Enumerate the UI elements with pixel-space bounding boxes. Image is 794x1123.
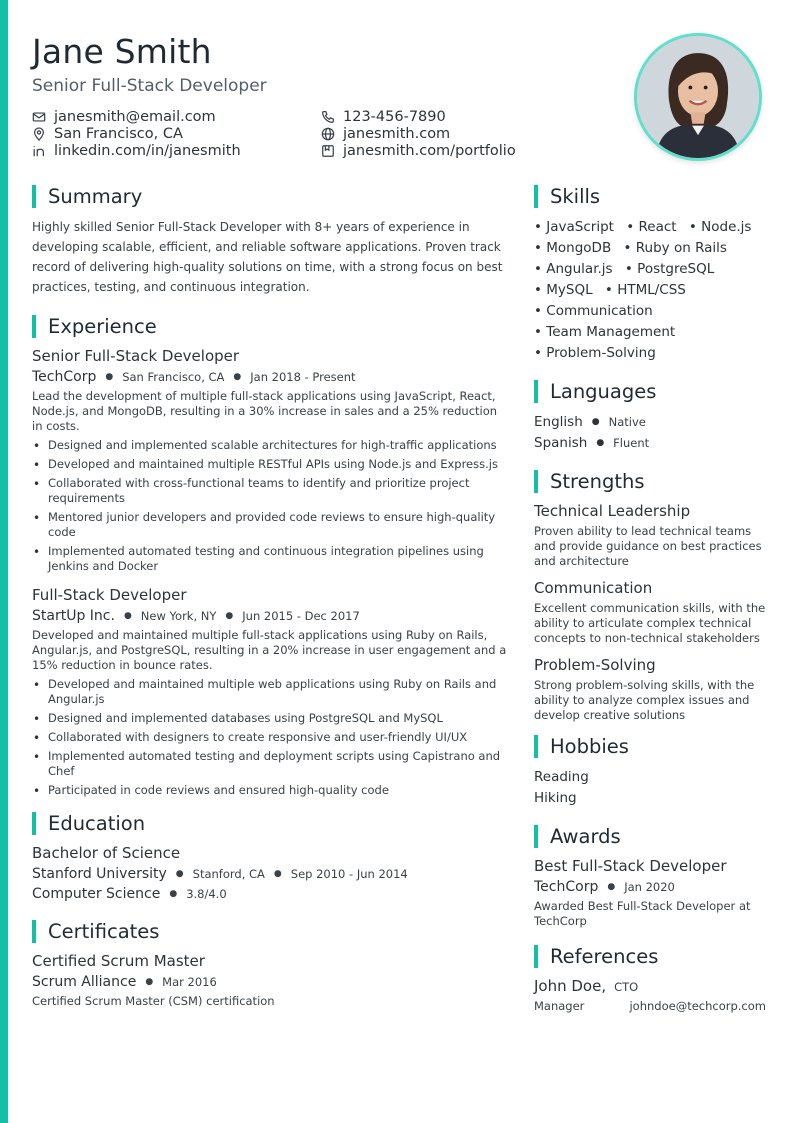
- certificate-issuer: Scrum Alliance: [32, 974, 137, 990]
- section-accent-bar: [534, 380, 538, 403]
- skill-row: [534, 280, 766, 301]
- contact-email-text: janesmith@email.com: [54, 108, 216, 125]
- education-dates: Sep 2010 - Jun 2014: [290, 867, 408, 881]
- strength-description: Strong problem-solving skills, with the ability to analyze complex issues and develop creative solutions: [534, 678, 755, 722]
- bullet-item: • Mentored junior developers and provided code reviews to ensure high-quality code: [32, 510, 510, 540]
- reference-email[interactable]: johndoe@techcorp.com: [629, 999, 766, 1013]
- bullet-item: • Developed and maintained multiple RESTful APIs using Node.js and Express.js: [32, 457, 510, 472]
- job-meta: [32, 608, 510, 624]
- section-accent-bar: [32, 812, 36, 835]
- job-entry: [32, 586, 510, 798]
- bullet-item: • Collaborated with cross-functional teams to identify and prioritize project requirements: [32, 476, 510, 506]
- certificate-description: Certified Scrum Master (CSM) certification: [32, 994, 275, 1008]
- bullet-item: • Participated in code reviews and ensured high-quality code: [32, 783, 510, 798]
- school-name: Stanford University: [32, 866, 167, 882]
- separator-dot: ●: [607, 882, 616, 892]
- separator-dot: ●: [596, 438, 605, 448]
- job-dates: Jan 2018 - Present: [250, 370, 356, 384]
- separator-dot: ●: [225, 611, 234, 621]
- separator-dot: ●: [233, 372, 242, 382]
- language-level: Native: [608, 415, 646, 429]
- references-heading: [534, 943, 766, 969]
- contact-location: [32, 125, 241, 142]
- reference-name-row: [534, 977, 766, 995]
- job-title: Senior Full-Stack Developer: [32, 347, 240, 365]
- separator-dot: ●: [175, 869, 184, 879]
- contact-linkedin[interactable]: [32, 142, 241, 159]
- contact-website-text: janesmith.com: [343, 125, 451, 142]
- skill-item: • HTML/CSS: [604, 282, 686, 298]
- separator-dot: ●: [273, 869, 282, 879]
- bullet-item: • Developed and maintained multiple web applications using Ruby on Rails and Angular.js: [32, 677, 510, 707]
- gpa: 3.8/4.0: [186, 887, 227, 901]
- strength-title: Technical Leadership: [534, 502, 691, 520]
- strengths-title: Strengths: [550, 469, 645, 493]
- email-icon: [32, 110, 46, 124]
- skill-item: • Problem-Solving: [534, 345, 656, 361]
- skill-item: • Communication: [534, 303, 653, 319]
- language-item: [534, 412, 766, 433]
- linkedin-icon: [32, 144, 46, 158]
- awards-section: [534, 823, 766, 929]
- award-date: Jan 2020: [624, 880, 675, 894]
- language-item: [534, 433, 766, 454]
- profile-photo: [634, 33, 762, 161]
- contact-list-left: [32, 108, 241, 159]
- candidate-role: Senior Full-Stack Developer: [32, 76, 267, 96]
- certificates-heading: [32, 918, 510, 944]
- skills-section: [534, 183, 766, 364]
- contact-list-right: [321, 108, 516, 159]
- section-accent-bar: [32, 315, 36, 338]
- strengths-section: [534, 468, 766, 723]
- skill-item: • Ruby on Rails: [623, 240, 727, 256]
- degree: Bachelor of Science: [32, 844, 181, 862]
- candidate-name: Jane Smith: [32, 32, 212, 71]
- contact-email[interactable]: [32, 108, 241, 125]
- skill-row: [534, 322, 766, 343]
- skill-item: • MongoDB: [534, 240, 612, 256]
- contact-phone-text: 123-456-7890: [343, 108, 446, 125]
- hobby-item: Reading: [534, 769, 589, 785]
- skills-title: Skills: [550, 184, 601, 208]
- languages-title: Languages: [550, 379, 657, 403]
- reference-role: CTO: [614, 980, 639, 994]
- bullet-item: • Designed and implemented scalable architectures for high-traffic applications: [32, 438, 510, 453]
- languages-section: [534, 378, 766, 454]
- awards-title: Awards: [550, 824, 621, 848]
- section-accent-bar: [534, 945, 538, 968]
- education-field-meta: [32, 886, 510, 902]
- hobby-item: Hiking: [534, 790, 577, 806]
- job-company: TechCorp: [32, 369, 97, 385]
- location-icon: [32, 127, 46, 141]
- skill-item: • Team Management: [534, 324, 676, 340]
- section-accent-bar: [32, 920, 36, 943]
- certificates-section: [32, 918, 510, 1009]
- sidebar-column: [534, 183, 766, 1013]
- award-meta: [534, 879, 766, 895]
- skill-row: [534, 238, 766, 259]
- job-description: Developed and maintained multiple full-stack applications using Ruby on Rails, Angular.js, and PostgreSQL, resulting in a 20% increase in user engagement and a 15% reduction in bounce rates.: [32, 628, 507, 672]
- experience-section: [32, 313, 510, 798]
- certificate-meta: [32, 974, 510, 990]
- contact-website[interactable]: [321, 125, 516, 142]
- contact-linkedin-text: linkedin.com/in/janesmith: [54, 142, 241, 159]
- skill-item: • JavaScript: [534, 219, 614, 235]
- award-name: Best Full-Stack Developer: [534, 857, 727, 875]
- school-location: Stanford, CA: [192, 867, 265, 881]
- skill-item: • MySQL: [534, 282, 593, 298]
- reference-contact-row: [534, 999, 766, 1013]
- contact-portfolio-text: janesmith.com/portfolio: [343, 142, 516, 159]
- job-company: StartUp Inc.: [32, 608, 115, 624]
- job-bullets: [32, 438, 510, 574]
- skill-item: • Angular.js: [534, 261, 613, 277]
- language-name: Spanish: [534, 435, 588, 451]
- education-section: [32, 810, 510, 902]
- education-meta: [32, 866, 510, 882]
- main-column: [32, 183, 510, 1013]
- skill-row: [534, 343, 766, 364]
- certificate-date: Mar 2016: [162, 975, 217, 989]
- skill-item: • PostgreSQL: [624, 261, 715, 277]
- award-issuer: TechCorp: [534, 879, 599, 895]
- phone-icon: [321, 110, 335, 124]
- skill-item: • Node.js: [688, 219, 752, 235]
- languages-heading: [534, 378, 766, 404]
- language-level: Fluent: [613, 436, 650, 450]
- hobbies-heading: [534, 733, 766, 759]
- separator-dot: ●: [123, 611, 132, 621]
- job-dates: Jun 2015 - Dec 2017: [242, 609, 360, 623]
- references-title: References: [550, 944, 659, 968]
- section-accent-bar: [534, 185, 538, 208]
- hobbies-title: Hobbies: [550, 734, 629, 758]
- contact-portfolio[interactable]: [321, 142, 516, 159]
- section-accent-bar: [534, 470, 538, 493]
- strength-title: Communication: [534, 579, 653, 597]
- job-location: San Francisco, CA: [122, 370, 225, 384]
- strength-description: Proven ability to lead technical teams and provide guidance on best practices and architecture: [534, 524, 762, 568]
- bullet-item: • Collaborated with designers to create responsive and user-friendly UI/UX: [32, 730, 510, 745]
- reference-position: Manager: [534, 999, 585, 1013]
- experience-title: Experience: [48, 314, 157, 338]
- skill-row: [534, 259, 766, 280]
- bullet-item: • Implemented automated testing and continuous integration pipelines using Jenkins and Docker: [32, 544, 510, 574]
- portfolio-icon: [321, 144, 335, 158]
- section-accent-bar: [32, 185, 36, 208]
- skills-heading: [534, 183, 766, 209]
- awards-heading: [534, 823, 766, 849]
- globe-icon: [321, 127, 335, 141]
- hobbies-section: [534, 733, 766, 809]
- experience-heading: [32, 313, 510, 339]
- bullet-item: • Designed and implemented databases using PostgreSQL and MySQL: [32, 711, 510, 726]
- education-title: Education: [48, 811, 146, 835]
- job-title: Full-Stack Developer: [32, 586, 187, 604]
- summary-title: Summary: [48, 184, 143, 208]
- job-location: New York, NY: [140, 609, 217, 623]
- section-accent-bar: [534, 735, 538, 758]
- bullet-item: • Implemented automated testing and deployment scripts using Capistrano and Chef: [32, 749, 510, 779]
- skill-item: • React: [626, 219, 677, 235]
- section-accent-bar: [534, 825, 538, 848]
- job-entry: [32, 347, 510, 574]
- education-heading: [32, 810, 510, 836]
- separator-dot: ●: [591, 417, 600, 427]
- separator-dot: ●: [105, 372, 114, 382]
- job-bullets: [32, 677, 510, 798]
- certificates-title: Certificates: [48, 919, 160, 943]
- skill-row: [534, 301, 766, 322]
- accent-strip: [0, 0, 8, 1123]
- separator-dot: ●: [145, 977, 154, 987]
- separator-dot: ●: [169, 889, 178, 899]
- strengths-heading: [534, 468, 766, 494]
- references-section: [534, 943, 766, 1013]
- field-of-study: Computer Science: [32, 886, 161, 902]
- job-description: Lead the development of multiple full-stack applications using JavaScript, React, Node.js, and MongoDB, resulting in a 30% increase in sales and a 25% reduction in costs.: [32, 389, 498, 433]
- strength-title: Problem-Solving: [534, 656, 656, 674]
- job-meta: [32, 369, 510, 385]
- skill-row: [534, 217, 766, 238]
- strength-description: Excellent communication skills, with the ability to articulate complex technical concepts to non-technical stakeholders: [534, 601, 766, 645]
- certificate-name: Certified Scrum Master: [32, 952, 205, 970]
- award-description: Awarded Best Full-Stack Developer at TechCorp: [534, 899, 751, 928]
- contact-phone[interactable]: [321, 108, 516, 125]
- summary-section: [32, 183, 510, 297]
- summary-heading: [32, 183, 510, 209]
- language-name: English: [534, 414, 583, 430]
- summary-text: Highly skilled Senior Full-Stack Developer with 8+ years of experience in developing scalable, efficient, and reliable software applications. Proven track record of delivering high-quality solutions on time, with a strong focus on best practices, testing, and continuous integration.: [32, 220, 503, 294]
- reference-name: John Doe,: [534, 977, 607, 995]
- contact-location-text: San Francisco, CA: [54, 125, 183, 142]
